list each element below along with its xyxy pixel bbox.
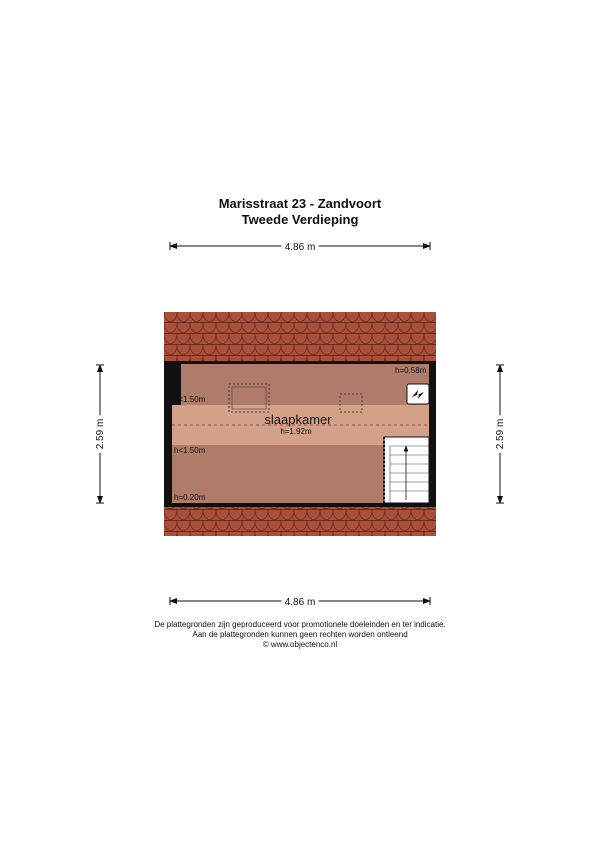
roof-tiles-bottom — [164, 506, 436, 536]
staircase — [384, 437, 429, 503]
boiler-unit — [407, 384, 429, 404]
disclaimer-line-1: De plattegronden zijn geproduceerd voor promotionele doeleinden en ter indicatie. — [154, 620, 446, 629]
bottom-dimension-label: 4.86 m — [284, 597, 316, 608]
roof-tiles-top — [164, 312, 436, 362]
room-height: h=1.92m — [280, 427, 312, 436]
plan-floor-title: Tweede Verdieping — [241, 212, 359, 227]
left-dimension-label: 2.59 m — [95, 418, 106, 450]
plan-address-title: Marisstraat 23 - Zandvoort — [218, 196, 382, 211]
height-mark-top-left: h<1.50m — [174, 395, 206, 404]
height-mark-bottom-left: h=0.20m — [174, 493, 206, 502]
height-mark-mid-left: h<1.50m — [174, 446, 206, 455]
room-label: slaapkamer — [264, 412, 332, 427]
height-mark-top-right: h=0.58m — [395, 366, 427, 375]
copyright-line: © www.objectenco.nl — [262, 640, 338, 649]
right-dimension-label: 2.59 m — [495, 418, 506, 450]
top-dimension-label: 4.86 m — [284, 242, 316, 253]
disclaimer-line-2: Aan de plattegronden kunnen geen rechten worden ontleend — [192, 630, 408, 639]
